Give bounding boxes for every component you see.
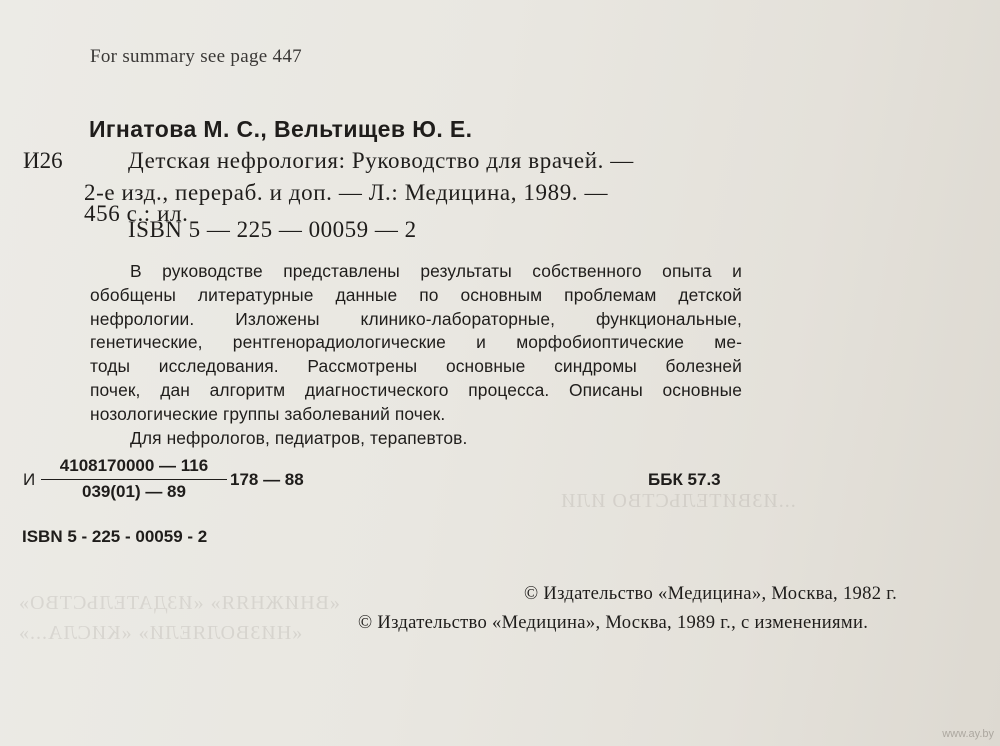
abstract-line: В руководстве представлены результаты собственного опыта и: [130, 261, 742, 281]
abstract-line: нозологические группы заболеваний почек.: [90, 403, 446, 424]
index-fraction: [41, 456, 227, 502]
author-heading: Игнатова М. С., Вельтищев Ю. Е.: [89, 116, 473, 142]
index-denominator: 039(01) — 89: [82, 482, 186, 501]
show-through-text: ...ИЗВИТЕЛЬСТВО ИЛИ: [560, 490, 796, 512]
isbn-bottom: ISBN 5 - 225 - 00059 - 2: [22, 527, 208, 546]
title-line-1: Детская нефрология: Руководство для врачей. —: [128, 148, 634, 173]
abstract-paragraph: [90, 260, 742, 450]
fraction-bar: [41, 479, 227, 480]
copyright-1982: © Издательство «Медицина», Москва, 1982 г.: [524, 583, 898, 604]
bbk-code: ББК 57.3: [648, 470, 721, 489]
summary-note: For summary see page 447: [90, 46, 302, 67]
abstract-line: почек, дан алгоритм диагностического процесса. Описаны основные: [90, 379, 742, 400]
title-line-2: 2-е изд., перераб. и доп. — Л.: Медицина, 1989. —: [84, 180, 609, 205]
index-numerator: 4108170000 — 116: [59, 456, 209, 475]
audience-line: Для нефрологов, педиатров, терапевтов.: [130, 427, 468, 448]
show-through-text: «НИЗВОЛЯЕЛИ» «КИСЛА...»: [18, 622, 303, 644]
index-letter: И: [23, 470, 36, 489]
abstract-line: тоды исследования. Рассмотрены основные синдромы болезней: [90, 356, 742, 377]
call-number: И26: [23, 148, 63, 173]
copyright-1989: © Издательство «Медицина», Москва, 1989 г., с изменениями.: [358, 612, 869, 633]
entry-isbn: ISBN 5 — 225 — 00059 — 2: [128, 217, 417, 242]
title-line-3: 456 с.: ил.: [84, 201, 189, 226]
abstract-line: обобщены литературные данные по основным проблемам детской: [90, 284, 742, 305]
abstract-line: генетические, рентгенорадиологические и морфобиоптические ме-: [90, 332, 742, 353]
index-suffix: 178 — 88: [230, 470, 304, 489]
site-watermark: www.ay.by: [942, 728, 994, 740]
abstract-line: нефрологии. Изложены клинико-лабораторные, функциональные,: [90, 308, 742, 329]
show-through-text: «ВНИЖНЯЯ» «ИЗДАТЕЛЬСТВО»: [18, 592, 340, 614]
